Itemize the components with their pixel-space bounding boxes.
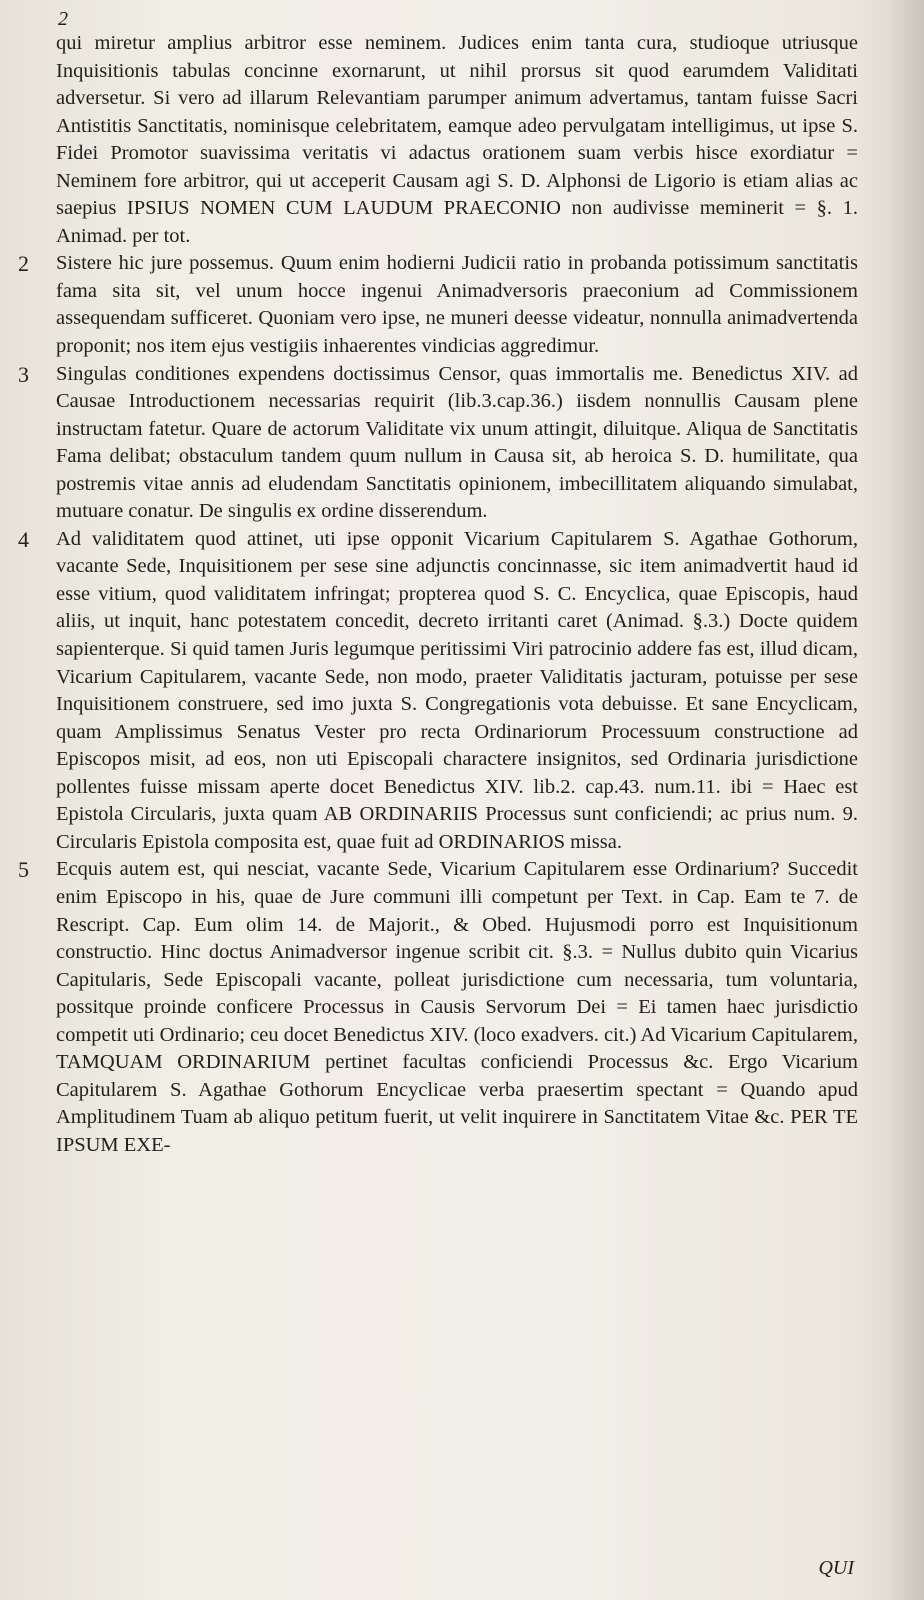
paragraph-number: 5 [18, 857, 29, 883]
paragraph-number: 2 [18, 251, 29, 277]
paragraph-1 [56, 30, 858, 250]
paragraph-5 [18, 856, 858, 1159]
paragraph-text: Ecquis autem est, qui nesciat, vacante Sede, Vicarium Capitularem esse Ordinarium? Succedit enim Episcopo in his, quae de Jure communi illi competunt per Text. in Cap. Eam te 7. de Rescript. Cap. Eum olim 14. de Majorit., & Obed. Hujusmodi porro est Inquisitionum constructio. Hinc doctus Animadversor ingenue scribit cit. §.3. = Nullus dubito quin Vicarius Capitularis, Sede Episcopali vacante, polleat jurisdictione cum necessaria, tum voluntaria, possitque proinde conficere Processus in Causis Servorum Dei = Ei tamen haec jurisdictio competit uti Ordinario; ceu docet Benedictus XIV. (loco exadvers. cit.) Ad Vicarium Capitularem, TAMQUAM ORDINARIUM pertinet facultas conficiendi Processus &c. Ergo Vicarium Capitularem S. Agathae Gothorum Encyclicae verba praesertim spectant = Quando apud Amplitudinem Tuam ab aliquo petitum fuerit, ut velit inquirere in Sanctitatem Vitae &c. PER TE IPSUM EXE- [56, 858, 858, 1156]
paragraph-2 [18, 250, 858, 360]
paragraph-text: Ad validitatem quod attinet, uti ipse opponit Vicarium Capitularem S. Agathae Gothorum, vacante Sede, Inquisitionem per sese sine adjunctis concinnasse, sic item animadvertit haud id esse vitium, quod validitatem infringat; propterea quod S. C. Encyclica, quae Episcopis, haud aliis, ut inquit, hanc potestatem concedit, decreto irritanti caret (Animad. §.3.) Docte quidem sapienterque. Si quid tamen Juris legumque peritissimi Viri patrocinio addere fas est, illud dicam, Vicarium Capitularem, vacante Sede, non modo, praeter Validitatis jacturam, potuisse per sese Inquisitionem construere, sed imo juxta S. Congregationis vota debuisse. Et sane Encyclicam, quam Amplissimus Senatus Vester pro recta Ordinariorum Processuum constructione ad Episcopos misit, ad eos, non uti Episcopali charactere insignitos, sed Ordinaria jurisdictione pollentes fuisse missam aperte docet Benedictus XIV. lib.2. cap.43. num.11. ibi = Haec est Epistola Circularis, juxta quam AB ORDINARIIS Processus sunt conficiendi; ac prius num. 9. Circularis Epistola composita est, quae fuit ad ORDINARIOS missa. [56, 527, 858, 853]
page-number: 2 [58, 8, 68, 30]
paragraph-3 [18, 361, 858, 526]
paragraph-number: 3 [18, 361, 29, 387]
paragraph-text: qui miretur amplius arbitror esse neminem. Judices enim tanta cura, studioque utriusque Inquisitionis tabulas concinne exornarunt, ut nihil prorsus sit quod earumdem Validitati adversetur. Si vero ad illarum Relevantiam parumper animum advertamus, tantam fuisse Sacri Antistitis Sanctitatis, nominisque celebritatem, eamque adeo pervulgatam intelligimus, ut ipse S. Fidei Promotor suavissima veritatis vi adactus orationem suam verbis hisce exordiatur = Neminem fore arbitror, qui ut acceperit Causam agi S. D. Alphonsi de Ligorio is etiam alias ac saepius IPSIUS NOMEN CUM LAUDUM PRAECONIO non audivisse meminerit = §. 1. Animad. per tot. [56, 32, 858, 247]
paragraph-text: Sistere hic jure possemus. Quum enim hodierni Judicii ratio in probanda potissimum sanctitatis fama sita sit, vel unum hocce ingenui Animadversoris praeconium ad Commissionem assequendam sufficeret. Quoniam vero ipse, ne muneri deesse videatur, nonnulla animadvertenda proponit; nos item ejus vestigiis inhaerentes vindicias aggredimur. [56, 252, 858, 358]
paragraph-4 [18, 526, 858, 857]
body-text [18, 30, 858, 1159]
paragraph-text: Singulas conditiones expendens doctissimus Censor, quas immortalis me. Benedictus XIV. ad Causae Introductionem necessarias requirit (lib.3.cap.36.) iisdem nonnullis Causam plene instructam fatetur. Quare de actorum Validitate vix unum attingit, diluitque. Aliqua de Sanctitatis Fama delibat; obstaculum tandem quum nullum in Causa sit, ab heroica S. D. humilitate, qua postremis vitae annis ad eludendam Sanctitatis opinionem, imbecillitatem aliquando simulabat, mutuare conatur. De singulis ex ordine disserendum. [56, 362, 858, 523]
catchword: QUI [818, 1557, 854, 1579]
page-edge-shadow [886, 0, 924, 1600]
paragraph-number: 4 [18, 526, 29, 552]
